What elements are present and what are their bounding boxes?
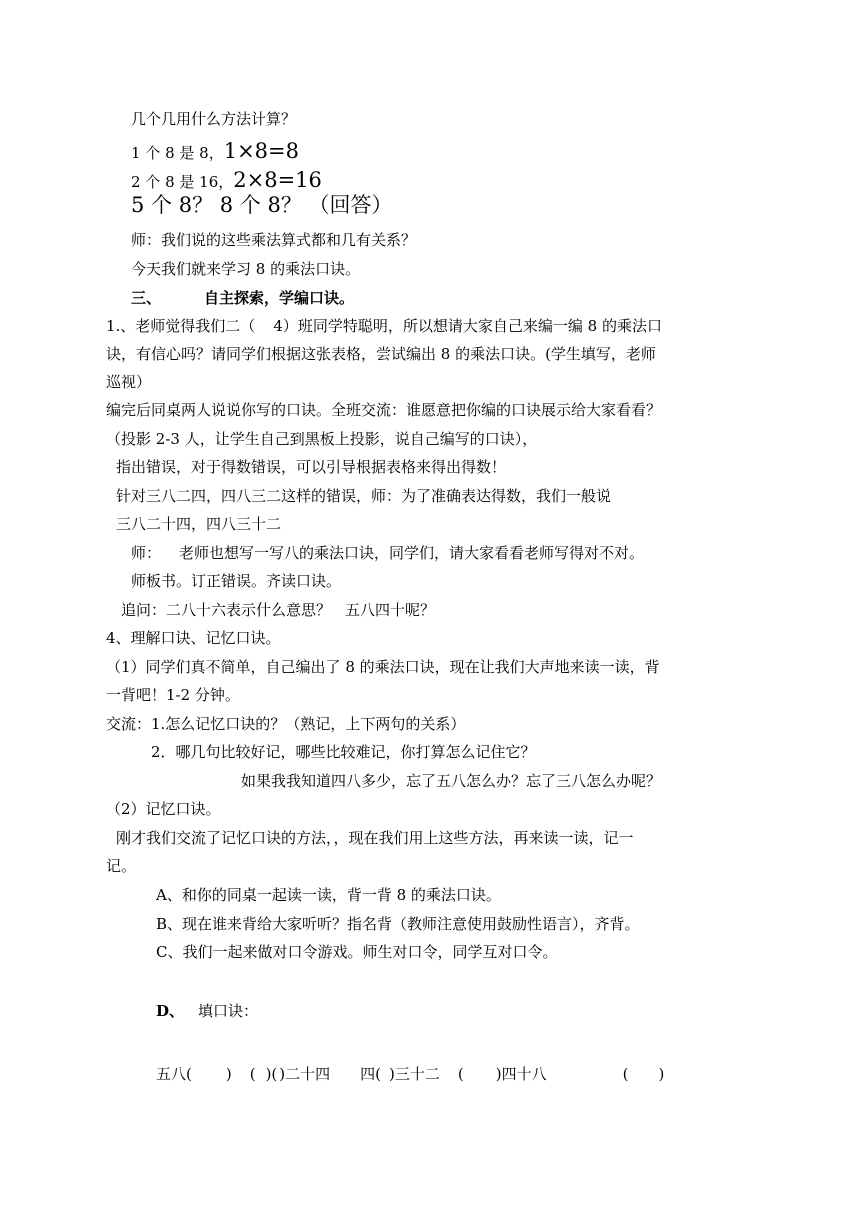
text-line: A、和你的同桌一起读一读，背一背 8 的乘法口诀。 xyxy=(156,886,501,904)
text-line-large: 5 个 8？ 8 个 8？ （回答） xyxy=(131,193,393,217)
fill-in-text: )四十八 xyxy=(495,1065,547,1083)
fill-in-text: 四( xyxy=(360,1065,382,1083)
fill-in-text: )三十二 xyxy=(389,1065,440,1083)
text-line: （2）记忆口诀。 xyxy=(106,800,221,818)
fill-in-text: ) xyxy=(658,1065,665,1083)
text-line xyxy=(131,543,644,563)
fill-in-text: ( xyxy=(622,1065,629,1083)
text-line: 刚才我们交流了记忆口诀的方法，，现在我们用上这些方法，再来读一读，记一 xyxy=(116,829,634,847)
text-line xyxy=(131,138,299,164)
section-number: 三、 xyxy=(131,289,162,307)
text-span: 2 个 8 是 16， xyxy=(131,173,234,191)
text-line: 一背吧！1-2 分钟。 xyxy=(106,686,240,704)
text-line: 4、理解口诀、记忆口诀。 xyxy=(106,629,281,647)
section-title: 自主探索，学编口诀。 xyxy=(204,289,355,307)
fill-in-text: )( xyxy=(265,1065,278,1083)
text-span: 填口诀： xyxy=(198,1002,259,1020)
equation: 1×8=8 xyxy=(223,139,299,163)
text-line: 三八二十四，四八三十二 xyxy=(116,515,282,533)
fill-in-text: )二十四 xyxy=(279,1065,331,1083)
text-line xyxy=(156,1001,258,1021)
text-line: 交流：1.怎么记忆口诀的？（熟记，上下两句的关系） xyxy=(106,715,466,733)
text-line: 指出错误，对于得数错误，可以引导根据表格来得出得数！ xyxy=(116,458,507,476)
text-line: 记。 xyxy=(106,857,137,875)
text-line: 师板书。订正错误。齐读口诀。 xyxy=(131,572,342,590)
text-line: 师：我们说的这些乘法算式都和几有关系？ xyxy=(131,231,417,249)
text-line: C、我们一起来做对口令游戏。师生对口令，同学互对口令。 xyxy=(156,943,558,961)
text-line xyxy=(131,167,322,193)
text-span: 1.、老师觉得我们二（ xyxy=(106,317,256,335)
text-span: 4）班同学特聪明，所以想请大家自己来编一编 8 的乘法口 xyxy=(273,317,662,335)
fill-in-row xyxy=(156,1064,664,1084)
text-line: （1）同学们真不简单，自己编出了 8 的乘法口诀，现在让我们大声地来读一读，背 xyxy=(106,658,660,676)
equation: 2×8=16 xyxy=(233,168,322,192)
text-span: 师： xyxy=(131,544,162,562)
fill-in-text: ) xyxy=(225,1065,232,1083)
text-line: 如果我我知道四八多少，忘了五八怎么办？忘了三八怎么办呢？ xyxy=(241,772,662,790)
fill-in-text: ( xyxy=(249,1065,256,1083)
text-line: 几个几用什么方法计算？ xyxy=(131,110,297,128)
text-line: 编完后同桌两人说说你写的口诀。全班交流：谁愿意把你编的口诀展示给大家看看？ xyxy=(106,401,662,419)
text-line: 针对三八二四，四八三二这样的错误，师：为了准确表达得数，我们一般说 xyxy=(116,487,612,505)
section-heading xyxy=(131,288,354,308)
text-line: 诀，有信心吗？请同学们根据这张表格，尝试编出 8 的乘法口诀。(学生填写，老师 xyxy=(106,345,656,363)
item-label: D、 xyxy=(156,1002,185,1020)
text-span: 追问：二八十六表示什么意思？ xyxy=(121,601,332,619)
text-line: 今天我们就来学习 8 的乘法口诀。 xyxy=(131,260,361,278)
text-line: （投影 2-3 人，让学生自己到黑板上投影，说自己编写的口诀）， xyxy=(106,430,538,448)
text-line: 巡视） xyxy=(106,373,152,391)
text-span: 老师也想写一写八的乘法口诀，同学们，请大家看看老师写得对不对。 xyxy=(179,544,645,562)
text-line: 2．哪几句比较好记，哪些比较难记，你打算怎么记住它？ xyxy=(151,743,536,761)
text-line xyxy=(106,316,662,336)
text-span: 五八四十呢？ xyxy=(345,601,436,619)
fill-in-text: 五八( xyxy=(156,1065,192,1083)
text-span: 1 个 8 是 8， xyxy=(131,144,224,162)
fill-in-text: ( xyxy=(457,1065,464,1083)
text-line: B、现在谁来背给大家听听？指名背（教师注意使用鼓励性语言），齐背。 xyxy=(156,915,640,933)
text-line xyxy=(121,600,435,620)
